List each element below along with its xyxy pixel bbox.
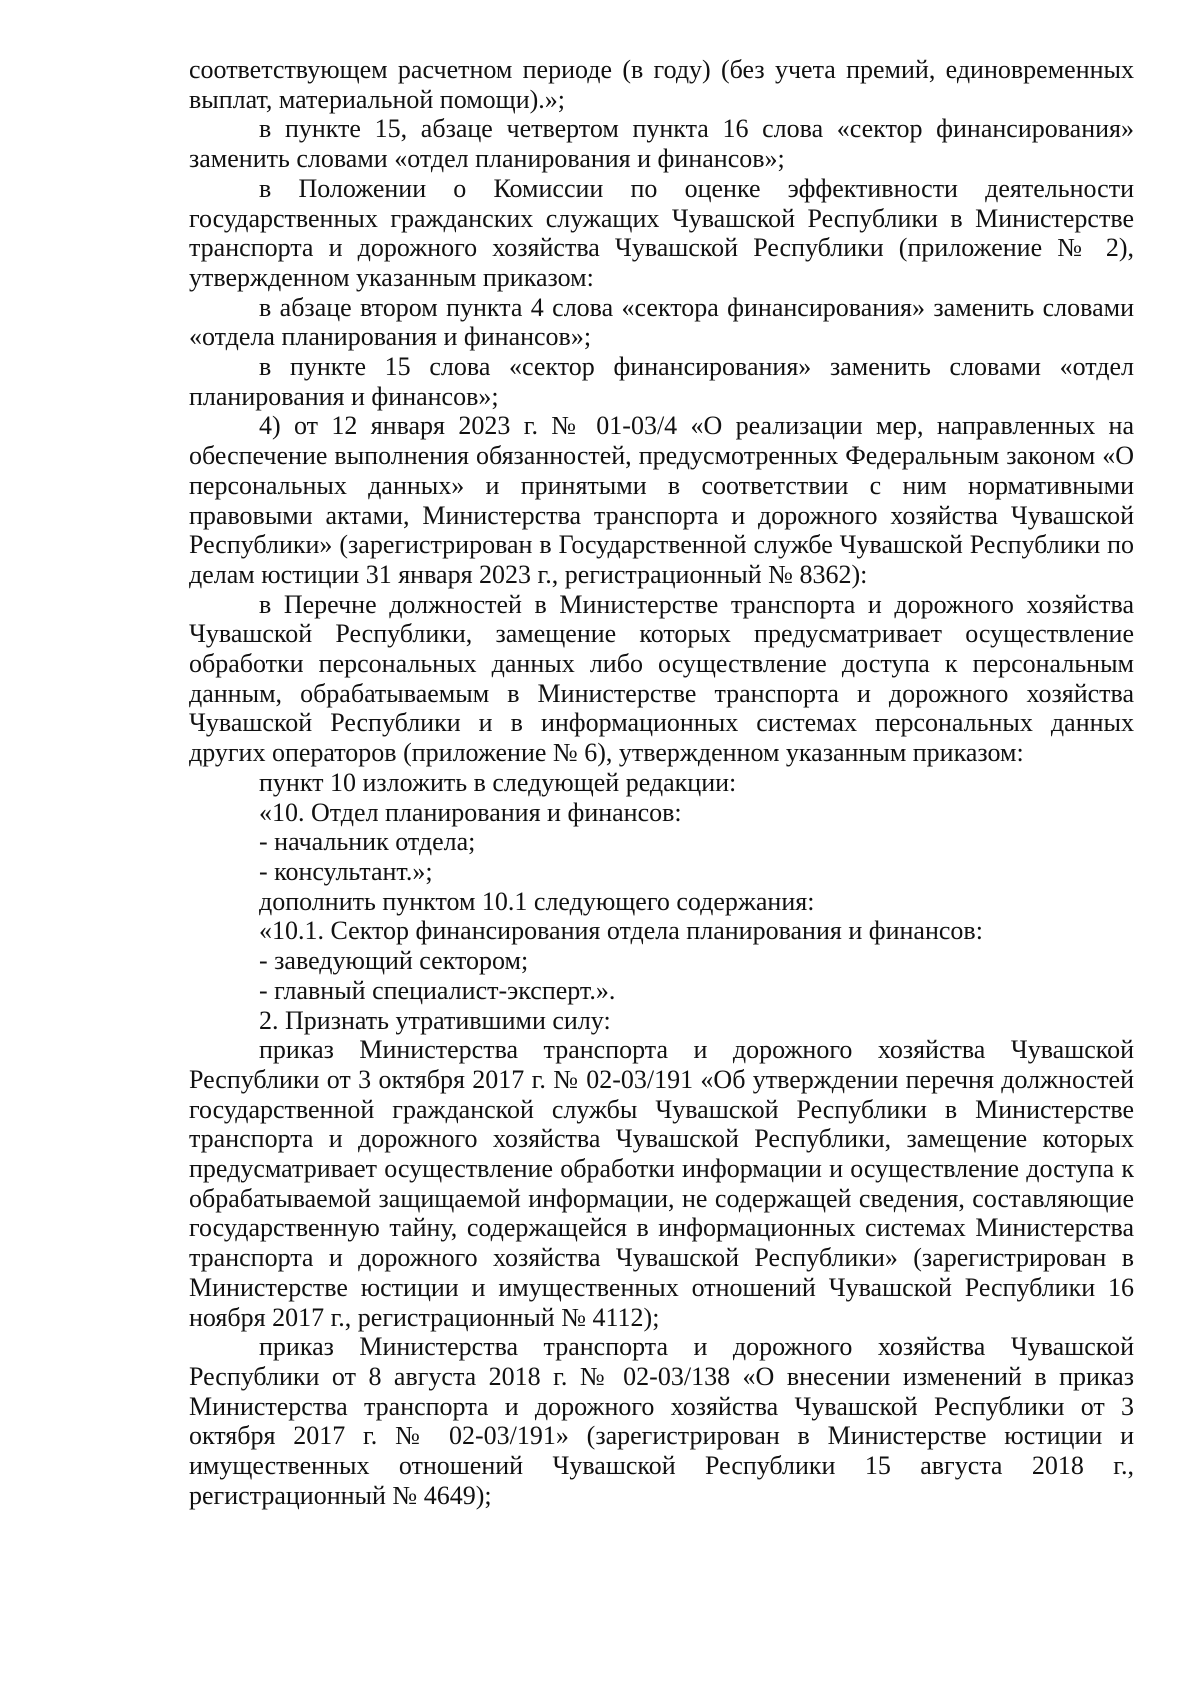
paragraph-amend-p15-p16: в пункте 15, абзаце четвертом пункта 16 слова «сектор финансирования» заменить словами «отдел планирования и финансов»;: [189, 114, 1134, 174]
paragraph-continuation: соответствующем расчетном периоде (в году) (без учета премий, единовременных выплат, материальной помощи).»;: [189, 55, 1134, 114]
list-item: дополнить пунктом 10.1 следующего содержания:: [259, 886, 815, 916]
section-heading: 2. Признать утратившими силу:: [259, 1005, 611, 1035]
paragraph-repealed-order-1: приказ Министерства транспорта и дорожного хозяйства Чувашской Республики от 3 октября 2017 г. № 02-03/191 «Об утверждении перечня должностей государственной гражданской службы Чувашской Республики в Министерстве транспорта и дорожного хозяйства Чувашской Республики, замещение которых предусматривает осуществление обработки информации и осуществление доступа к обрабатываемой защищаемой информации, не содержащей сведения, составляющие государственную тайну, содержащейся в информационных системах Министерства транспорта и дорожного хозяйства Чувашской Республики» (зарегистрирован в Министерстве юстиции и имущественных отношений Чувашской Республики 16 ноября 2017 г., регистрационный № 4112);: [189, 1035, 1134, 1332]
paragraph-repealed-order-2: приказ Министерства транспорта и дорожного хозяйства Чувашской Республики от 8 августа 2018 г. № 02-03/138 «О внесении изменений в приказ Министерства транспорта и дорожного хозяйства Чувашской Республики от 3 октября 2017 г. № 02-03/191» (зарегистрирован в Министерстве юстиции и имущественных отношений Чувашской Республики 15 августа 2018 г., регистрационный № 4649);: [189, 1332, 1134, 1510]
list-item: - главный специалист-эксперт.».: [259, 975, 616, 1005]
paragraph-amend-p15: в пункте 15 слова «сектор финансирования» заменить словами «отдел планирования и финансов»;: [189, 352, 1134, 411]
list-item: «10.1. Сектор финансирования отдела планирования и финансов:: [259, 916, 983, 946]
paragraph-positions-list: в Перечне должностей в Министерстве транспорта и дорожного хозяйства Чувашской Республики, замещение которых предусматривает осуществление обработки персональных данных либо осуществление доступа к персональным данным, обрабатываемым в Министерстве транспорта и дорожного хозяйства Чувашской Республики и в информационных системах персональных данных других операторов (приложение № 6), утвержденном указанным приказом:: [189, 589, 1134, 768]
list-item: пункт 10 изложить в следующей редакции:: [259, 767, 737, 797]
list-item: - консультант.»;: [259, 856, 433, 886]
paragraph-amend-p4: в абзаце втором пункта 4 слова «сектора финансирования» заменить словами «отдела планирования и финансов»;: [189, 292, 1134, 352]
list-item: - заведующий сектором;: [259, 946, 529, 976]
paragraph-commission-regulation: в Положении о Комиссии по оценке эффективности деятельности государственных гражданских служащих Чувашской Республики в Министерстве транспорта и дорожного хозяйства Чувашской Республики (приложение № 2), утвержденном указанным приказом:: [189, 173, 1134, 292]
list-item: - начальник отдела;: [259, 827, 476, 857]
document-page: [189, 55, 1134, 1510]
paragraph-order-4: 4) от 12 января 2023 г. № 01-03/4 «О реализации мер, направленных на обеспечение выполнения обязанностей, предусмотренных Федеральным законом «О персональных данных» и принятыми в соответствии с ним нормативными правовыми актами, Министерства транспорта и дорожного хозяйства Чувашской Республики» (зарегистрирован в Государственной службе Чувашской Республики по делам юстиции 31 января 2023 г., регистрационный № 8362):: [189, 411, 1134, 589]
list-item: «10. Отдел планирования и финансов:: [259, 797, 682, 827]
